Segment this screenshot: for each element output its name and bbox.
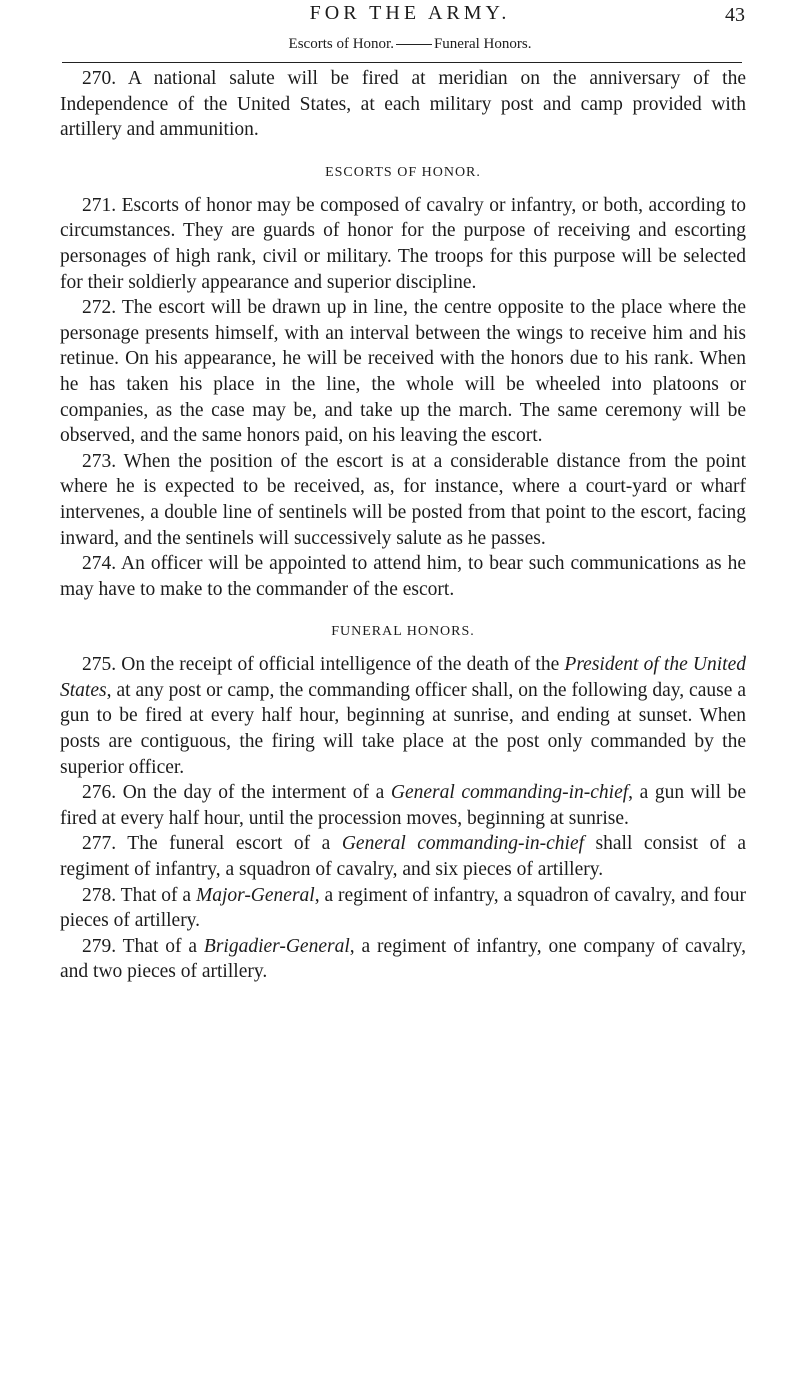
paragraph-271: 271. Escorts of honor may be composed of cavalry or infantry, or both, according to circumstances. They are guards of honor for the purpose of receiving and escorting personages of high rank, civil or military. The troops for this purpose will be selected for their soldierly appearance and superior discipline.: [60, 194, 746, 293]
p275-italic: President of the United States: [60, 654, 746, 701]
p276-text-c: , a gun will be fired at every half hour, until the procession moves, beginning at sunrise.: [60, 782, 747, 829]
p279-text-c: , a regiment of infantry, one company of cavalry, and two pieces of artillery.: [60, 935, 747, 983]
subhead-escorts: Escorts of Honor.: [288, 36, 394, 52]
p278-text-a: 278. That of a: [82, 884, 196, 906]
section-heading-escorts: ESCORTS OF HONOR.: [325, 164, 481, 180]
paragraph-278: [60, 883, 746, 934]
p279-text-a: 279. That of a: [82, 935, 204, 957]
paragraph-274: 274. An officer will be appointed to attend him, to bear such communications as he may have to make to the commander of the escort.: [60, 553, 746, 600]
running-head: [150, 2, 670, 28]
p278-italic: Major-General: [195, 884, 315, 906]
page-number: 43: [725, 4, 745, 26]
paragraph-275: [60, 652, 746, 780]
p278-text-c: , a regiment of infantry, a squadron of cavalry, and four pieces of artillery.: [60, 884, 746, 932]
p276-italic: General commanding-in-chief: [390, 782, 629, 804]
paragraph-273: 273. When the position of the escort is at a considerable distance from the point where he is expected to be received, as, for instance, where a court-yard or wharf intervenes, a double line of sentinels will be posted from that point to the escort, facing inward, and the sentinels will successively salute as he passes.: [60, 450, 746, 549]
page-subhead: [120, 36, 700, 53]
p275-text-a: 275. On the receipt of official intelligence of the death of the: [82, 654, 565, 676]
body-text: [60, 66, 746, 985]
paragraph-276: [60, 780, 746, 831]
subhead-funeral: Funeral Honors.: [433, 36, 532, 52]
p275-text-c: , at any post or camp, the commanding officer shall, on the following day, cause a gun to be fired at every half hour, beginning at sunrise, and ending at sunset. When posts are contiguous, the firing will take place at the post only commanded by the superior officer.: [60, 679, 746, 778]
p276-text-a: 276. On the day of the interment of a: [82, 782, 391, 804]
p277-text-c: shall consist of a regiment of infantry, a squadron of cavalry, and six pieces of artillery.: [60, 833, 746, 881]
section-heading-funeral: FUNERAL HONORS.: [331, 624, 475, 640]
paragraph-270: 270. A national salute will be fired at meridian on the anniversary of the Independence of the United States, at each military post and camp provided with artillery and ammunition.: [60, 68, 746, 141]
p277-italic: General commanding-in-chief: [341, 833, 585, 855]
paragraph-272: 272. The escort will be drawn up in line, the centre opposite to the place where the personage presents himself, with an interval between the wings to receive him and his retinue. On his appearance, he will be received with the honors due to his rank. When he has taken his place in the line, the whole will be wheeled into platoons or companies, as the case may be, and take up the march. The same ceremony will be observed, and the same honors paid, on his leaving the escort.: [60, 297, 746, 447]
subhead-dash: [396, 44, 432, 45]
paragraph-279: [60, 934, 746, 985]
header-rule: [62, 62, 742, 63]
running-title: FOR THE ARMY.: [309, 2, 511, 24]
paragraph-277: [60, 831, 746, 882]
p277-text-a: 277. The funeral escort of a: [82, 833, 342, 855]
p279-italic: Brigadier-General: [203, 935, 350, 957]
